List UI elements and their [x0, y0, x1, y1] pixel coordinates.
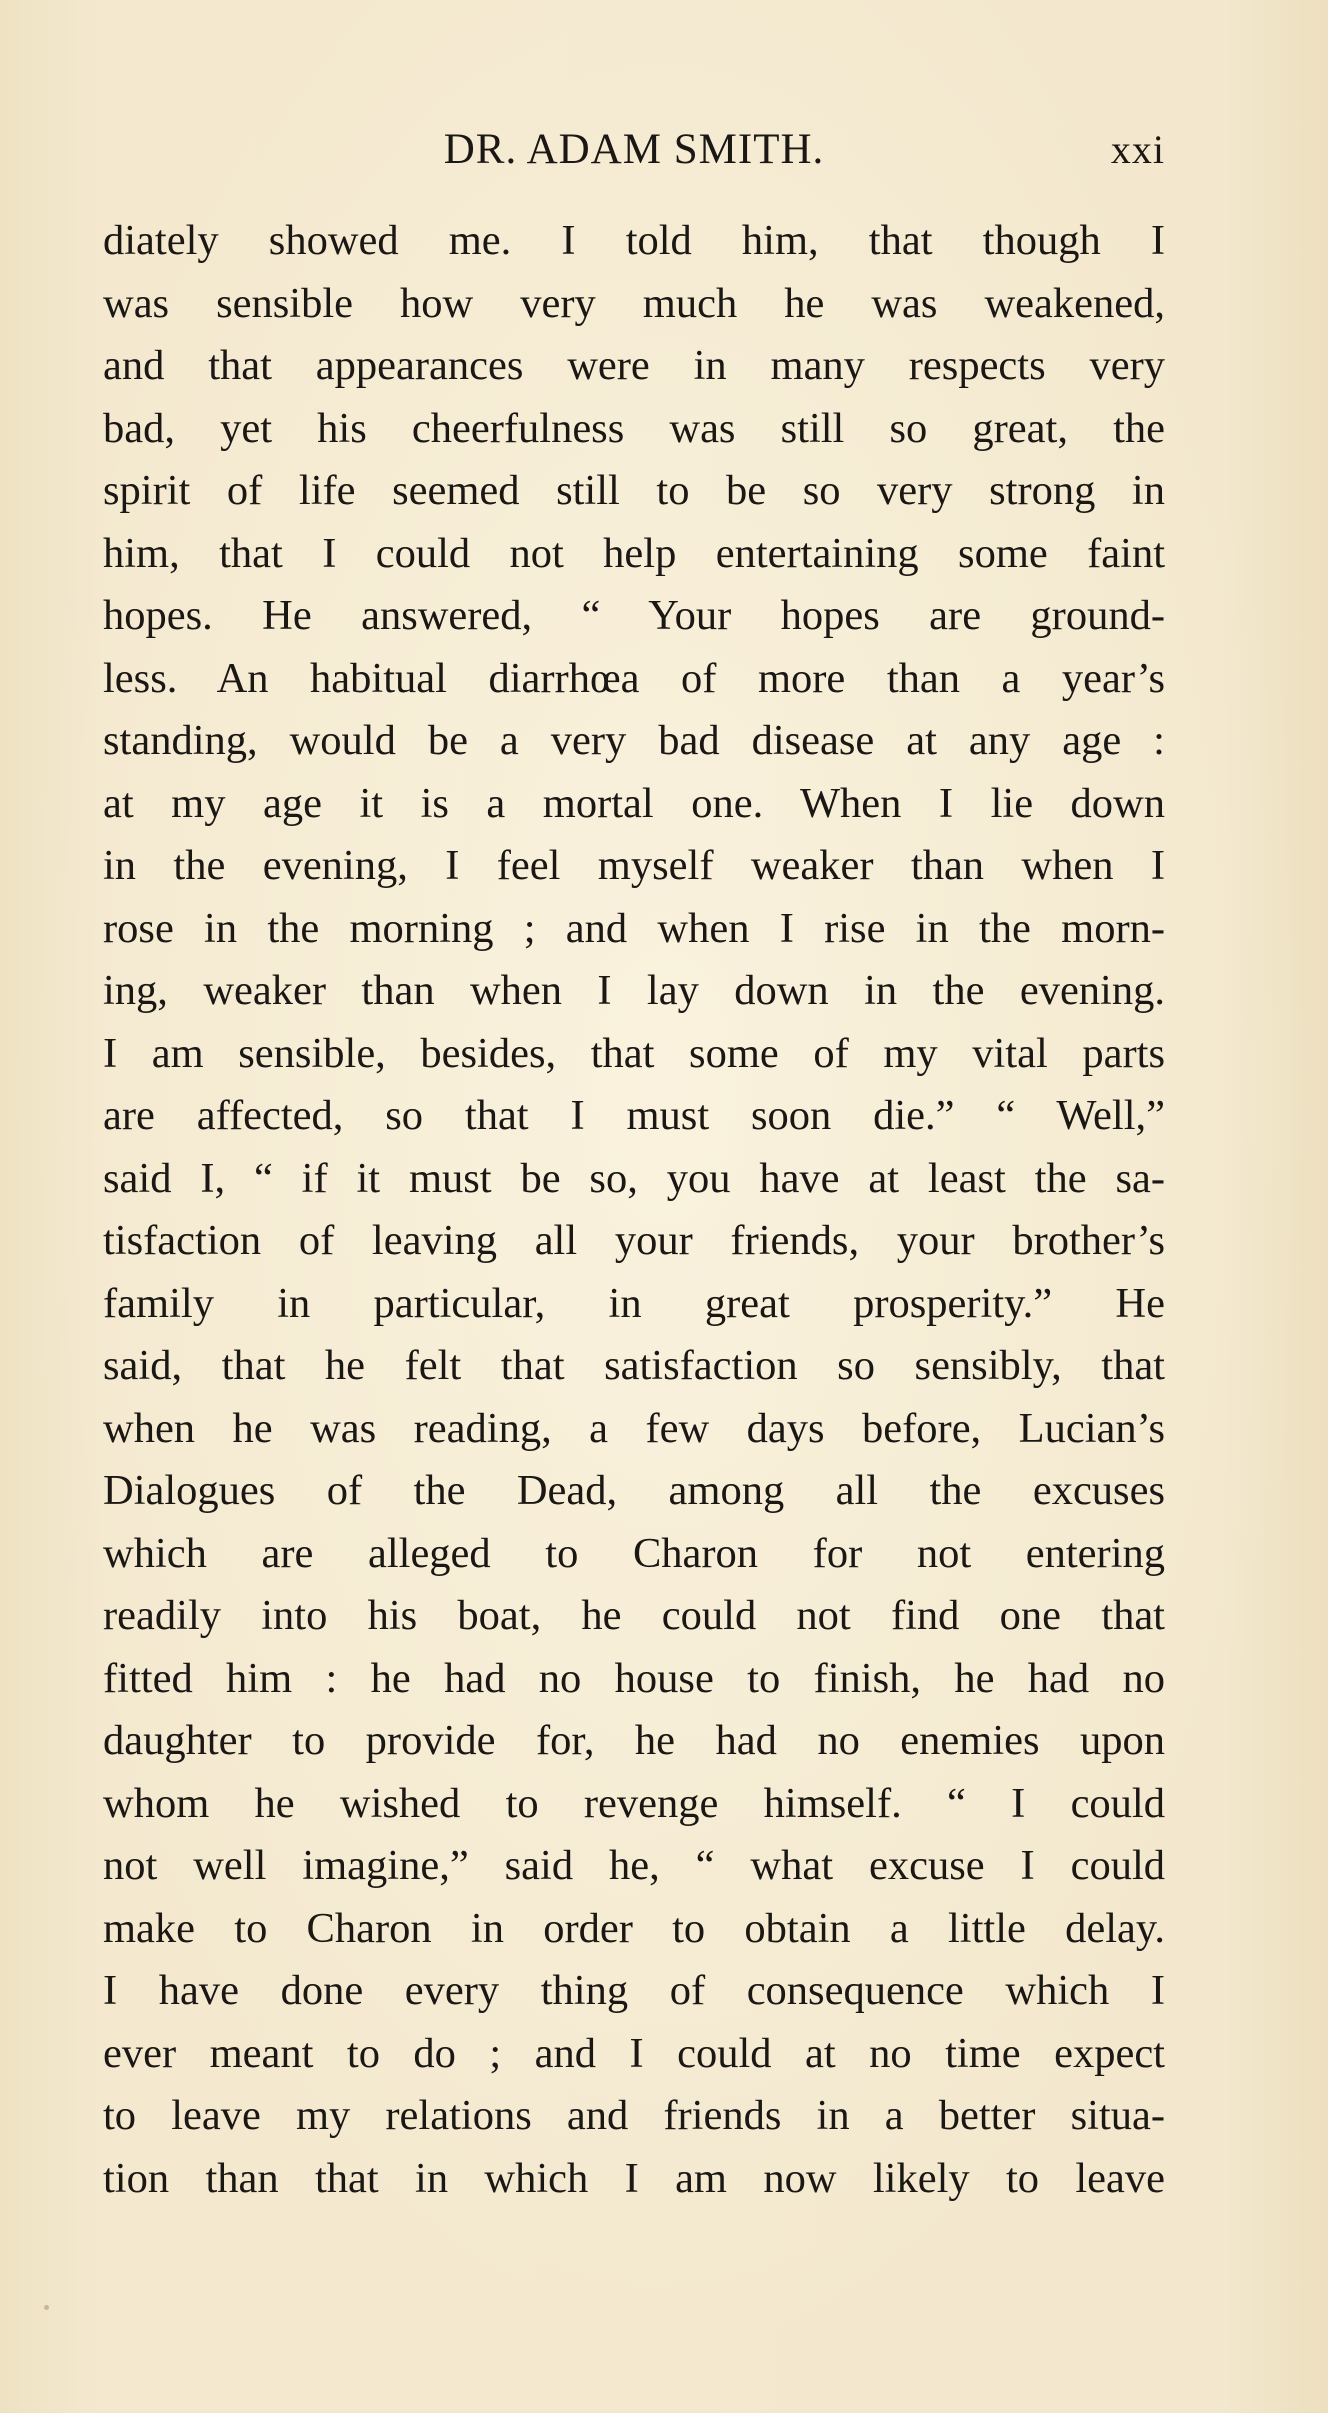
text-line: spirit of life seemed still to be so very strong in	[103, 467, 1165, 514]
text-line: tisfaction of leaving all your friends, your brother’s	[103, 1217, 1165, 1264]
text-line: was sensible how very much he was weakened,	[103, 279, 1165, 327]
text-line: when he was reading, a few days before, Lucian’s	[103, 1404, 1165, 1452]
text-line: to leave my relations and friends in a better situa-	[103, 2092, 1165, 2139]
text-line: make to Charon in order to obtain a little delay.	[103, 1904, 1165, 1952]
text-line: daughter to provide for, he had no enemies upon	[103, 1717, 1165, 1764]
text-line: in the evening, I feel myself weaker than when I	[103, 842, 1165, 889]
paper-speck	[44, 2305, 49, 2310]
page-header	[103, 120, 1165, 180]
text-line: which are alleged to Charon for not entering	[103, 1529, 1165, 1577]
text-line: said, that he felt that satisfaction so sensibly, that	[103, 1342, 1165, 1389]
text-line: family in particular, in great prosperity.” He	[103, 1279, 1165, 1327]
text-line: not well imagine,” said he, “ what excuse I could	[103, 1842, 1165, 1889]
text-line: standing, would be a very bad disease at any age :	[103, 717, 1165, 764]
text-line: ing, weaker than when I lay down in the evening.	[103, 967, 1165, 1014]
running-head: DR. ADAM SMITH.	[443, 126, 825, 173]
text-line: I have done every thing of consequence which I	[103, 1967, 1165, 2014]
text-line: are affected, so that I must soon die.” “ Well,”	[103, 1092, 1165, 1139]
body-text	[103, 210, 1165, 2210]
text-line: fitted him : he had no house to finish, he had no	[103, 1654, 1165, 1702]
text-line: and that appearances were in many respects very	[103, 342, 1165, 389]
text-line: him, that I could not help entertaining some faint	[103, 529, 1165, 577]
text-line: readily into his boat, he could not find one that	[103, 1592, 1165, 1639]
text-line: bad, yet his cheerfulness was still so great, the	[103, 404, 1165, 452]
text-line: rose in the morning ; and when I rise in the morn-	[103, 904, 1165, 952]
text-line: tion than that in which I am now likely to leave	[103, 2154, 1165, 2202]
text-line: diately showed me. I told him, that though I	[103, 217, 1165, 264]
text-line: ever meant to do ; and I could at no time expect	[103, 2029, 1165, 2077]
text-line: at my age it is a mortal one. When I lie down	[103, 779, 1165, 827]
text-line: whom he wished to revenge himself. “ I could	[103, 1779, 1165, 1827]
text-line: Dialogues of the Dead, among all the excuses	[103, 1467, 1165, 1514]
text-line: I am sensible, besides, that some of my vital parts	[103, 1029, 1165, 1077]
text-line: hopes. He answered, “ Your hopes are ground-	[103, 592, 1165, 639]
text-line: less. An habitual diarrhœa of more than a year’s	[103, 654, 1165, 702]
text-line: said I, “ if it must be so, you have at least the sa-	[103, 1154, 1165, 1202]
page-number: xxi	[1110, 127, 1165, 172]
